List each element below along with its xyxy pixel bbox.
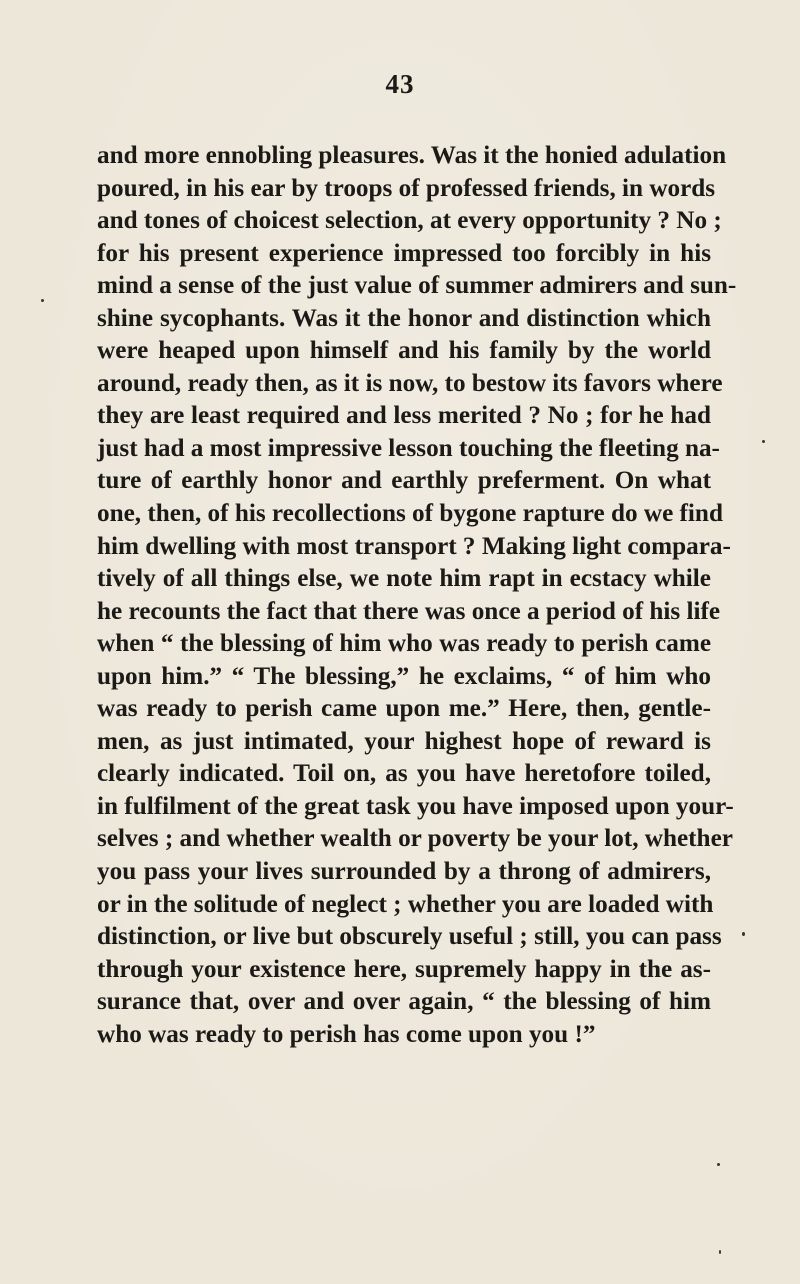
text-line: men, as just intimated, your highest hope of reward is [97, 727, 711, 755]
text-line: selves ; and whether wealth or poverty be your lot, whether [97, 825, 733, 853]
text-line: was ready to perish came upon me.” Here, then, gentle- [97, 695, 711, 723]
text-line: tively of all things else, we note him rapt in ecstacy while [97, 565, 711, 593]
text-line: he recounts the fact that there was once a period of his life [97, 597, 721, 625]
paper-speck [41, 299, 44, 302]
paper-speck [742, 932, 745, 936]
text-line: through your existence here, supremely happy in the as- [97, 955, 711, 983]
text-line: surance that, over and over again, “ the blessing of him [97, 988, 711, 1016]
text-line: and tones of choicest selection, at every opportunity ? No ; [97, 207, 722, 235]
text-line: were heaped upon himself and his family by the world [97, 337, 711, 365]
body-text [97, 140, 737, 1051]
text-line: distinction, or live but obscurely useful ; still, you can pass [97, 923, 722, 951]
text-line: they are least required and less merited ? No ; for he had [97, 402, 711, 430]
text-line: one, then, of his recollections of bygone rapture do we find [97, 500, 723, 528]
text-line: for his present experience impressed too forcibly in his [97, 239, 711, 267]
text-line: when “ the blessing of him who was ready to perish came [97, 630, 711, 658]
text-line: just had a most impressive lesson touching the fleeting na- [97, 434, 720, 462]
paper-speck [762, 440, 765, 443]
paper-speck [719, 1250, 721, 1254]
page-number: 43 [385, 69, 415, 99]
text-line: who was ready to perish has come upon you !” [97, 1020, 596, 1048]
text-line: shine sycophants. Was it the honor and distinction which [97, 304, 711, 332]
text-line: clearly indicated. Toil on, as you have heretofore toiled, [97, 760, 711, 788]
paper-speck [717, 1163, 720, 1166]
text-line: or in the solitude of neglect ; whether you are loaded with [97, 890, 714, 918]
text-line: ture of earthly honor and earthly preferment. On what [97, 467, 711, 495]
text-line: and more ennobling pleasures. Was it the honied adulation [97, 142, 727, 169]
text-line: you pass your lives surrounded by a throng of admirers, [97, 858, 711, 886]
text-line: in fulfilment of the great task you have imposed upon your- [97, 792, 734, 820]
text-line: mind a sense of the just value of summer admirers and sun- [97, 272, 737, 300]
text-line: upon him.” “ The blessing,” he exclaims, “ of him who [97, 662, 711, 690]
text-line: poured, in his ear by troops of professed friends, in words [97, 174, 716, 202]
text-line: around, ready then, as it is now, to bestow its favors where [97, 369, 723, 397]
text-line: him dwelling with most transport ? Making light compara- [97, 532, 731, 560]
